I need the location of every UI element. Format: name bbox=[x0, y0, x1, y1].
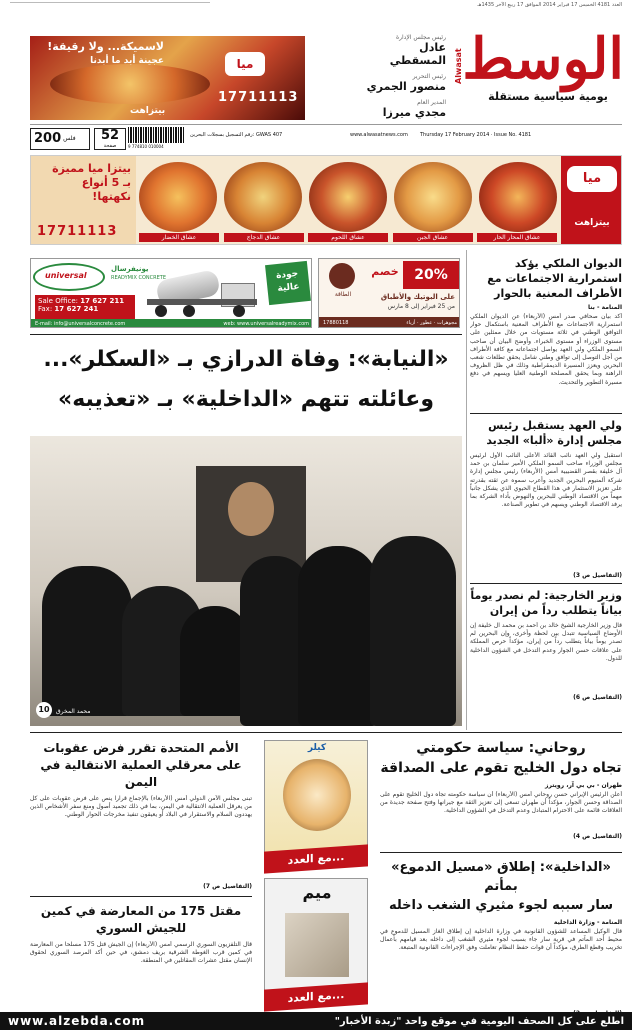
story-source: المنامة - بنا bbox=[587, 304, 622, 311]
story-body: قال الوكيل المساعد للشؤون القانونية في وزارة الداخلية إن إطلاق الغاز المسيل للدموع في محيط أحد المآتم في قرية سار جاء بسبب لجوء مثيري الشغب إلى داخله بعد قيامهم بأعمال تخريب وقطع الطرق، مؤكداً أن قوات حفظ النظام تعاملت وفق الإجراءات القانونية المتبعة. bbox=[380, 928, 622, 952]
dateline-en: Thursday 17 February 2014 · Issue No. 4181 bbox=[420, 132, 532, 138]
pizza-image bbox=[139, 162, 217, 232]
barcode-number: 9 774810 010004 bbox=[128, 144, 164, 149]
story-body: أكد بيان صحافي صدر أمس (الأربعاء) عن الديوان الملكي استمرارية الاجتماعات مع الأطراف المعنية باستكمال حوار التوافق الوطني في ثلاثة مستويات من خلال ممثلين على مستوى الوزراء أو مستوى الخبراء. وأوضح البيان أن صاحب السمو الملكي ولي العهد يواصل اجتماعاته مع كافة الأطراف من أجل التوصل إلى توافق وطني شامل يحقق تطلعات شعب البحرين ويعزز المسيرة الديمقراطية وذلك في ظل الظروف الراهنة وبما يحقق المصلحة الوطنية العليا ويسهم في دفع مسيرة التطوير والتحديث. bbox=[470, 313, 622, 386]
column-rule bbox=[466, 250, 467, 730]
story-source: طهران - بي بي آر، رويترز bbox=[545, 782, 622, 789]
pizza-image bbox=[479, 162, 557, 232]
interior-story bbox=[380, 858, 622, 1008]
story-ref: (التفاصيل ص 6) bbox=[573, 694, 622, 701]
pizza-row bbox=[139, 162, 557, 232]
strip-sub-brand: ميا bbox=[567, 166, 617, 192]
photo-credit: محمد المخرق bbox=[56, 708, 91, 715]
right-column bbox=[470, 256, 622, 736]
lead-photo[interactable] bbox=[30, 436, 462, 726]
boutique-ad[interactable] bbox=[318, 258, 460, 328]
universal-ad[interactable] bbox=[30, 258, 312, 328]
story-headline[interactable]: ولي العهد يستقبل رئيس مجلس إدارة «ألبا» الجديد bbox=[486, 419, 622, 447]
footer-site[interactable]: www.alzebda.com bbox=[8, 1014, 146, 1028]
top-rule bbox=[10, 2, 210, 3]
mourner-figure bbox=[42, 566, 132, 716]
story-ref: (التفاصيل ص 3) bbox=[573, 572, 622, 579]
mourner-figure bbox=[370, 536, 456, 726]
price-value: 200 bbox=[34, 131, 62, 146]
staff-role: رئيس مجلس الإدارة bbox=[395, 34, 446, 41]
left-column bbox=[30, 740, 252, 1010]
story-headline[interactable]: مقتل 175 من المعارضة في كمين للجيش السوري bbox=[40, 904, 242, 935]
boutique-discount-word: خصم bbox=[371, 265, 399, 278]
lead-headline-1[interactable]: «النيابة»: وفاة الدرازي بـ «السكلر»... bbox=[43, 347, 449, 372]
story-headline[interactable]: سار سببه لجوء مثيري الشغب داخله bbox=[388, 898, 614, 913]
with-issue-label-2: مع العدد... bbox=[264, 982, 368, 1011]
pizza-label: عشاق الدجاج bbox=[224, 233, 304, 242]
staff-name: منصور الجمري bbox=[366, 80, 446, 93]
masthead bbox=[0, 0, 632, 149]
staff-name: مجدي ميرزا bbox=[382, 106, 446, 119]
story-body: قال وزير الخارجية الشيخ خالد بن أحمد بن محمد آل خليفة إن الأوضاع السياسية تتبدل بين لحظة وأخرى، وإن البحرين لم تصدر يوماً بياناً يتطلب رداً من إيران، مؤكداً حرص المملكة على علاقات حسن الجوار وعدم التدخل في الشؤون الداخلية للدول. bbox=[470, 622, 622, 662]
universal-brand-ar: يونيفرسال bbox=[111, 265, 149, 273]
magazine-title-1: كيلر bbox=[307, 743, 327, 753]
story-body: تبنى مجلس الأمن الدولي أمس (الأربعاء) بالإجماع قراراً ينص على فرض عقوبات على كل من يعرقل العملية الانتقالية في اليمن، بما في ذلك تجميد أصول ومنع سفر الأشخاص الذين يهددون السلام والاستقرار في البلاد أو يعيقون تنفيذ مخرجات الحوار الوطني. bbox=[30, 795, 252, 819]
pizza-label: عشاق الخضار bbox=[139, 233, 219, 242]
pizza-label: عشاق اللحوم bbox=[308, 233, 388, 242]
ad-line1: لاسميكة... ولا رقيقة! bbox=[47, 40, 164, 53]
pizza-labels bbox=[139, 233, 557, 242]
boutique-footer bbox=[319, 317, 460, 328]
pages-label: صفحة bbox=[103, 143, 117, 149]
pizza-strip-ad[interactable] bbox=[30, 155, 622, 245]
pages-box bbox=[94, 128, 126, 150]
story-headline[interactable]: الأمم المتحدة تقرر فرض عقوبات على معرقلي العملية الانتقالية في اليمن bbox=[40, 741, 242, 789]
footer-text: اطلع على كل الصحف اليومية في موقع واحد "زبدة الأخبار" bbox=[334, 1015, 624, 1027]
photo-page-number: 10 bbox=[36, 702, 52, 718]
story-headline[interactable]: تجاه دول الخليج تقوم على الصداقة bbox=[380, 760, 622, 776]
boutique-footer-text: مجوهرات · عطور · أزياء bbox=[406, 320, 457, 326]
boutique-line2: من 25 فبراير إلى 8 مارس bbox=[387, 303, 455, 310]
magazine-cover-2[interactable] bbox=[264, 878, 368, 994]
price-label: فلس bbox=[63, 135, 76, 142]
universal-web: web: www.universalreadymix.com bbox=[223, 321, 309, 327]
story-body: استقبل ولي العهد نائب القائد الأعلى النائب الأول لرئيس مجلس الوزراء صاحب السمو الملكي الأمير سلمان بن حمد آل خليفة بقصر القضيبية أمس (الأربعاء) رئيس مجلس إدارة شركة ألمنيوم البحرين الجديد وأعرب سموه عن ثقته بقدرته على تعزيز الاستثمار في هذا القطاع الحيوي الذي يشكل جانباً مهماً من الاقتصاد الوطني للبحرين والنهوض بأداء الشركة بما يرفد الاقتصاد الوطني ويسهم في تطوير الصناعة. bbox=[470, 452, 622, 509]
staff-role: رئيس التحرير bbox=[412, 73, 446, 80]
magazine-title-2: ميم bbox=[302, 883, 332, 902]
story-ref: (التفاصيل ص 4) bbox=[573, 833, 622, 840]
strip-brand: بيتزاهت bbox=[574, 218, 610, 228]
universal-sub: READYMIX CONCRETE bbox=[111, 275, 166, 281]
dateline: العدد 4181 الخميس 17 فبراير 2014 الموافق 17 ربيع الآخر 1435هـ bbox=[477, 2, 622, 8]
fax-value: 17 627 241 bbox=[54, 305, 99, 313]
story-body: قال التلفزيون السوري الرسمي أمس (الأربعاء) إن الجيش قتل 175 مسلحاً من المعارضة في كمين قرب الغوطة الشرقية بريف دمشق، في حين أكد المرصد السوري لحقوق الإنسان مقتل عشرات المقاتلين في المنطقة. bbox=[30, 941, 252, 965]
boutique-line1: على البوتيك والأطباق bbox=[380, 293, 455, 301]
with-issue-column bbox=[258, 740, 374, 1010]
universal-email: E-mail: info@universalconcrete.com bbox=[35, 321, 126, 327]
ad-sub-brand: ميا bbox=[225, 52, 265, 76]
footer-banner[interactable] bbox=[0, 1012, 632, 1030]
strip-phone: 17711113 bbox=[37, 224, 118, 239]
mixer-truck-image bbox=[143, 269, 263, 317]
universal-badge: جودة عالية bbox=[265, 261, 311, 305]
pizza-image bbox=[50, 64, 210, 104]
strip-headline-2: بـ 5 أنواع bbox=[81, 176, 131, 189]
boutique-logo bbox=[329, 263, 355, 289]
boutique-phone: 17880118 bbox=[323, 320, 349, 326]
story-headline[interactable]: وزير الخارجية: لم نصدر يوماً بياناً يتطلب رداً من إيران bbox=[470, 589, 622, 617]
strip-brand-panel bbox=[561, 156, 622, 245]
ad-brand: بيتزاهت bbox=[130, 106, 166, 116]
story-headline[interactable]: «الداخلية»: إطلاق «مسيل الدموع» بمأتم bbox=[391, 860, 611, 894]
rouhani-story bbox=[380, 738, 622, 850]
with-issue-label-1: مع العدد... bbox=[264, 844, 368, 873]
pizza-image bbox=[224, 162, 302, 232]
story-source: المنامة - وزارة الداخلية bbox=[553, 919, 622, 926]
staff-name: عادل المسقطي bbox=[389, 41, 446, 67]
pages-value: 52 bbox=[100, 128, 120, 143]
boutique-discount: 20% bbox=[403, 261, 459, 289]
reg-text: رقم التسجيل بسجلات البحرين: GWAS 407 bbox=[190, 132, 283, 138]
ad-phone: 17711113 bbox=[218, 90, 299, 105]
strip-text-panel bbox=[31, 156, 136, 245]
mourner-figure bbox=[298, 546, 378, 726]
pizza-image bbox=[394, 162, 472, 232]
pizza-label: عشاق الجبن bbox=[393, 233, 473, 242]
fax-label: Fax: bbox=[38, 305, 53, 313]
pizza-image bbox=[309, 162, 387, 232]
story-headline[interactable]: الديوان الملكي يؤكد استمرارية الاجتماعات مع الأطراف المعنية بالحوار bbox=[487, 257, 622, 300]
ad-line2: عجينة أبد ما أبدنا bbox=[90, 56, 164, 66]
logo-wordmark: الوسط bbox=[462, 26, 624, 92]
tagline: يومية سياسية مستقلة bbox=[488, 90, 608, 103]
strip-headline-3: نكهتها! bbox=[92, 190, 131, 203]
universal-brand: universal bbox=[45, 271, 87, 280]
story-body: أعلن الرئيس الإيراني حسن روحاني أمس (الأربعاء) أن سياسة حكومته تجاه دول الخليج تقوم على الصداقة وحسن الجوار، مؤكداً أن طهران تسعى إلى تعزيز الثقة مع جيرانها وفتح صفحة جديدة من العلاقات قائمة على الاحترام المتبادل وعدم التدخل في الشؤون الداخلية. bbox=[380, 791, 622, 815]
logo-english: Alwasat bbox=[454, 48, 463, 84]
price-box bbox=[30, 128, 90, 150]
pizza-label: عشاق المحار الحار bbox=[477, 233, 557, 242]
boutique-brand: الطاقة bbox=[334, 291, 352, 298]
barcode bbox=[128, 127, 184, 143]
logo-block bbox=[454, 28, 624, 106]
sale-value: 17 627 211 bbox=[80, 297, 125, 305]
staff-list bbox=[366, 34, 446, 119]
website[interactable]: www.alwasatnews.com bbox=[350, 132, 408, 138]
story-ref: (التفاصيل ص 7) bbox=[203, 883, 252, 890]
pizza-top-ad[interactable] bbox=[30, 36, 305, 120]
universal-footer bbox=[31, 319, 312, 328]
strip-headline-1: بيتزا ميا مميزة bbox=[52, 162, 131, 175]
story-headline[interactable]: روحاني: سياسة حكومتي bbox=[416, 740, 586, 756]
magazine-cover-1[interactable] bbox=[264, 740, 368, 856]
sale-label: Sale Office: bbox=[38, 297, 79, 305]
strip-rule bbox=[30, 124, 622, 125]
universal-contacts bbox=[35, 295, 135, 319]
lead-headline-2[interactable]: وعائلته تتهم «الداخلية» بـ «تعذيبه» bbox=[58, 387, 434, 412]
staff-role: المدير العام bbox=[417, 99, 446, 106]
